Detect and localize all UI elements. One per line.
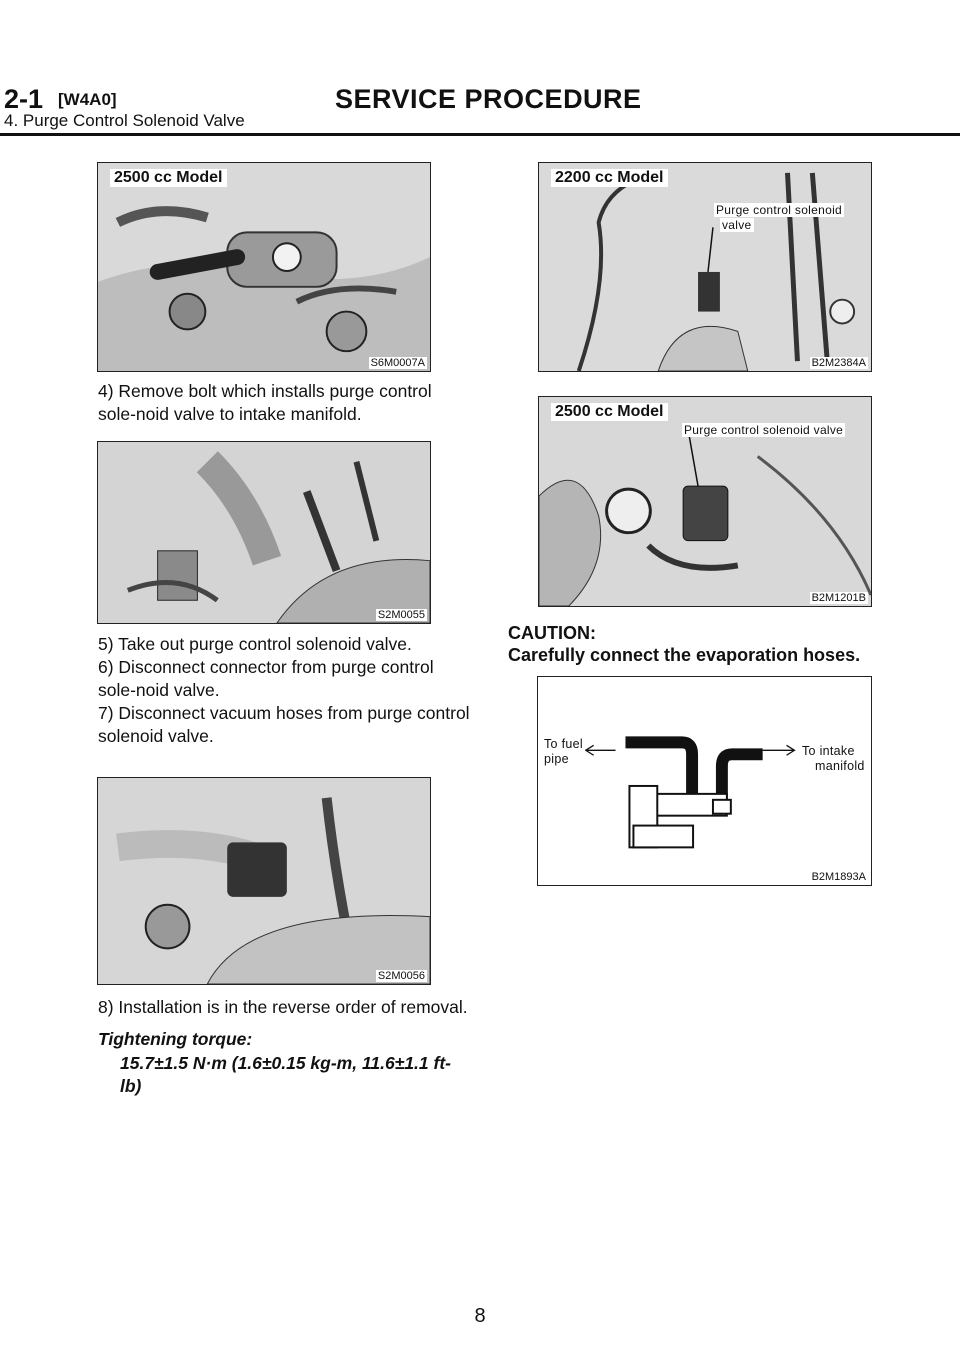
caution-text: Carefully connect the evaporation hoses.: [508, 645, 861, 665]
figure-caption: S6M0007A: [370, 357, 425, 369]
callout-purge-valve-line2: valve: [722, 218, 752, 232]
torque-value: 15.7±1.5 N·m (1.6±0.15 kg-m, 11.6±1.1 ft-lb): [120, 1053, 451, 1096]
hose-diagram: [538, 677, 871, 885]
figure-model-label: 2500 cc Model: [110, 169, 227, 187]
figure-remove-bolt: [97, 441, 431, 624]
torque-heading: Tightening torque:: [98, 1029, 253, 1049]
step-6-text: 6) Disconnect connector from purge control sole-noid valve.: [98, 657, 434, 700]
section-code: [W4A0]: [58, 90, 117, 109]
callout-purge-valve-line1: Purge control solenoid: [716, 203, 843, 217]
header-rule: [0, 133, 960, 136]
caution-note: [508, 622, 860, 666]
figure-engine-2500-valve: [538, 396, 872, 607]
figure-caption: B2M1893A: [811, 871, 866, 883]
label-to-intake-manifold-line2: manifold: [815, 759, 865, 773]
figure-model-label: 2500 cc Model: [551, 403, 668, 421]
figure-caption: B2M2384A: [811, 357, 866, 369]
step-5-text: 5) Take out purge control solenoid valve.: [98, 634, 412, 654]
engine-2200-illustration: [539, 163, 871, 371]
label-to-fuel-pipe-line2: pipe: [544, 752, 569, 766]
callout-purge-valve: Purge control solenoid valve: [684, 423, 844, 437]
caution-heading: CAUTION:: [508, 623, 596, 643]
step-4-text: 4) Remove bolt which installs purge control sole-noid valve to intake manifold.: [98, 381, 432, 424]
engine-bay-illustration: [98, 163, 430, 371]
label-to-intake-manifold-line1: To intake: [802, 744, 855, 758]
figure-model-label: 2200 cc Model: [551, 169, 668, 187]
step-8-text: 8) Installation is in the reverse order of removal.: [98, 997, 468, 1017]
solenoid-valve-hands-illustration: [98, 778, 430, 984]
figure-caption: B2M1201B: [811, 592, 866, 604]
page-number: 8: [474, 1305, 486, 1327]
figure-hose-connection: [537, 676, 872, 886]
step-7-text: 7) Disconnect vacuum hoses from purge control solenoid valve.: [98, 703, 470, 746]
page-title: SERVICE PROCEDURE: [335, 84, 642, 114]
label-to-fuel-pipe-line1: To fuel: [544, 737, 583, 751]
figure-caption: S2M0056: [377, 970, 425, 982]
page-subtitle: 4. Purge Control Solenoid Valve: [4, 111, 245, 130]
figure-caption: S2M0055: [377, 609, 425, 621]
figure-engine-2500-overview: [97, 162, 431, 372]
section-number: 2-1: [4, 84, 44, 114]
figure-engine-2200-valve: [538, 162, 872, 372]
wrench-bolt-illustration: [98, 442, 430, 623]
figure-disconnect-hoses: [97, 777, 431, 985]
